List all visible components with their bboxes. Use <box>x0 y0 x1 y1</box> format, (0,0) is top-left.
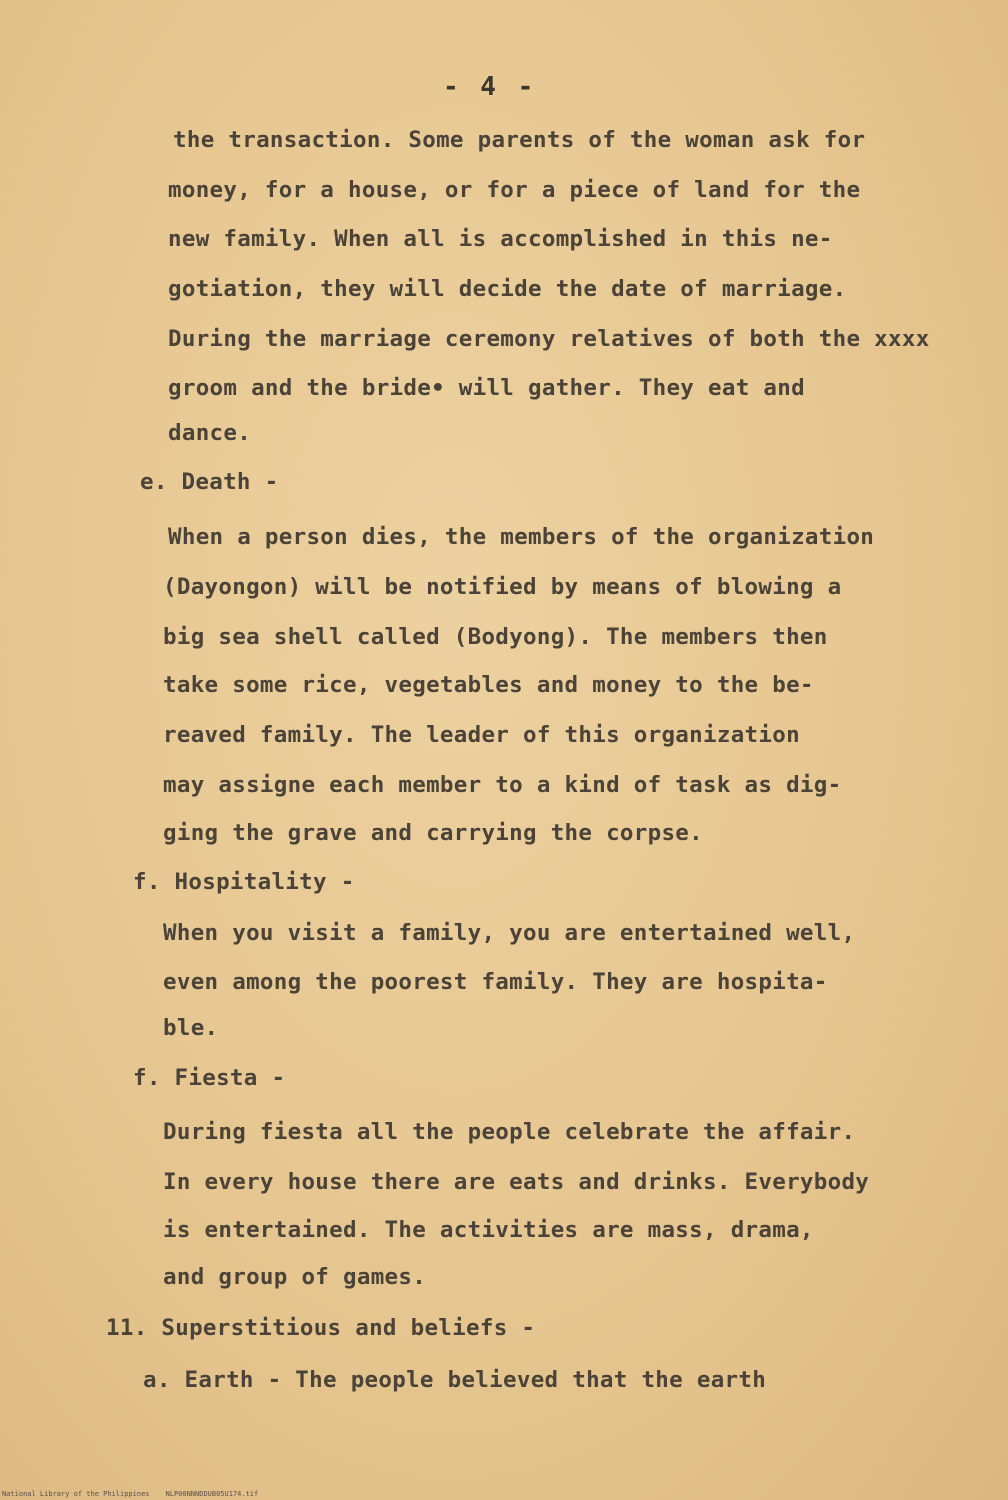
text-line: dance. <box>168 420 252 446</box>
footer-library: National Library of the Philippines <box>2 1490 150 1498</box>
text-line: During the marriage ceremony relatives of both the xxxx <box>168 326 930 352</box>
text-line: even among the poorest family. They are hospita- <box>163 969 828 995</box>
section-heading-fiesta: f. Fiesta - <box>133 1065 286 1091</box>
text-line: may assigne each member to a kind of task as dig- <box>163 772 842 798</box>
text-line: the transaction. Some parents of the woman ask for <box>173 127 866 153</box>
footer-file: NLP00NNNDDUB05U174.tif <box>165 1490 259 1498</box>
text-line: When a person dies, the members of the organization <box>168 524 875 550</box>
text-line: big sea shell called (Bodyong). The members then <box>163 624 828 650</box>
text-line: During fiesta all the people celebrate the affair. <box>163 1119 856 1145</box>
text-line: ble. <box>163 1015 219 1041</box>
text-line: groom and the bride• will gather. They eat and <box>168 375 805 401</box>
text-line: gotiation, they will decide the date of marriage. <box>168 276 847 302</box>
text-line: reaved family. The leader of this organization <box>163 722 800 748</box>
section-heading-hospitality: f. Hospitality - <box>133 869 355 895</box>
text-line: money, for a house, or for a piece of land for the <box>168 177 861 203</box>
section-heading-death: e. Death - <box>140 469 279 495</box>
text-line: and group of games. <box>163 1264 427 1290</box>
text-line: is entertained. The activities are mass, drama, <box>163 1217 814 1243</box>
text-line: ging the grave and carrying the corpse. <box>163 820 703 846</box>
text-line: When you visit a family, you are entertained well, <box>163 920 856 946</box>
text-line: take some rice, vegetables and money to the be- <box>163 672 814 698</box>
scan-footer <box>2 1490 258 1498</box>
text-line: In every house there are eats and drinks. Everybody <box>163 1169 870 1195</box>
section-heading-superstitions: 11. Superstitious and beliefs - <box>106 1315 536 1341</box>
page-number: - 4 - <box>443 72 537 102</box>
text-line: new family. When all is accomplished in this ne- <box>168 226 833 252</box>
text-line: a. Earth - The people believed that the earth <box>143 1367 767 1393</box>
text-line: (Dayongon) will be notified by means of blowing a <box>163 574 842 600</box>
